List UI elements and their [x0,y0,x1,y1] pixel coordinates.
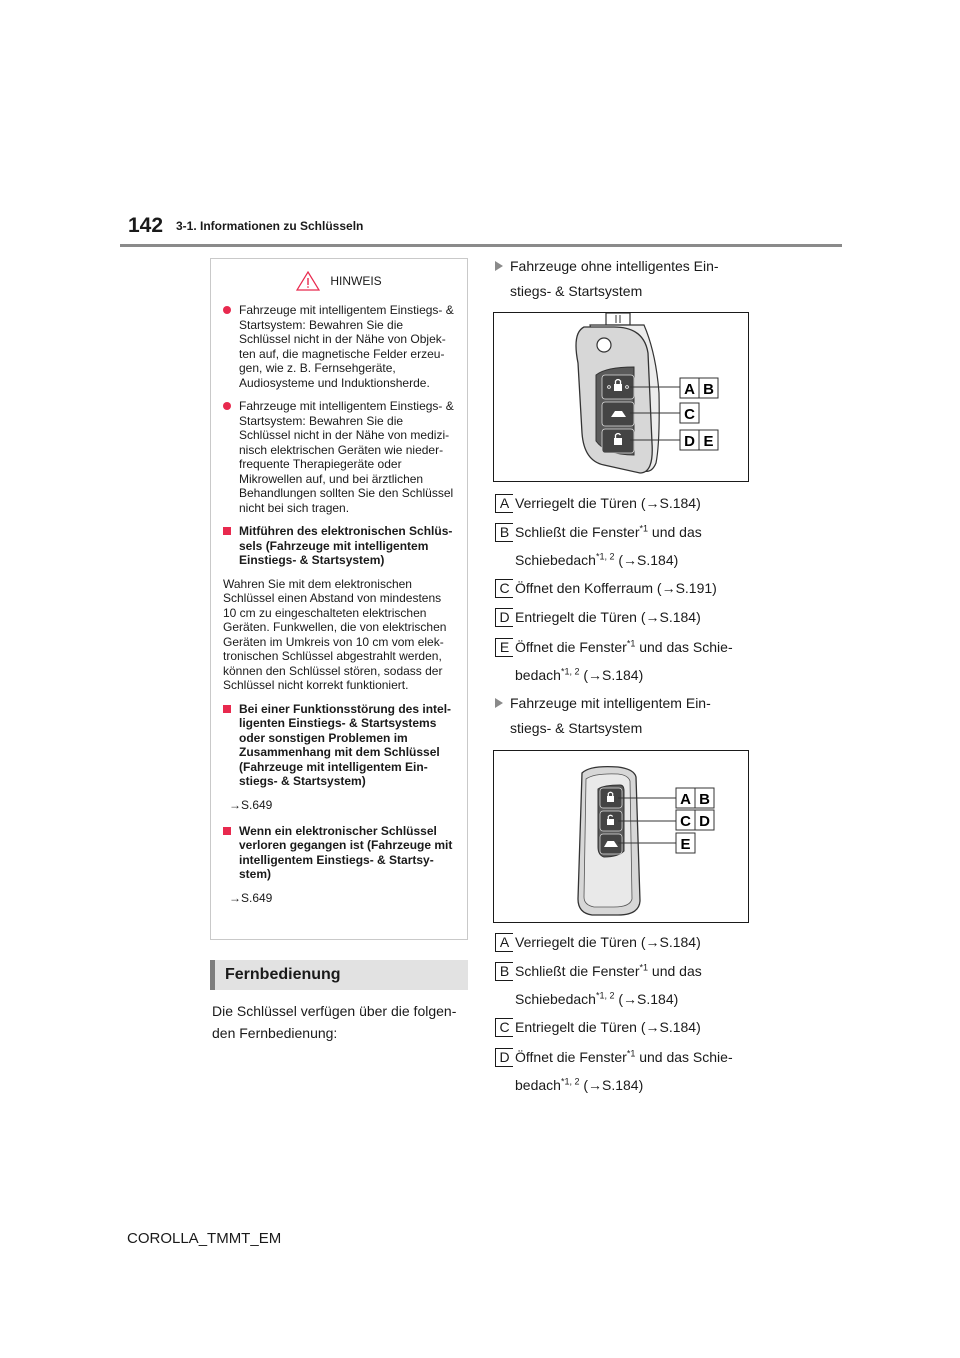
function-item [495,1014,755,1040]
item-label: D [495,1048,513,1067]
group2-heading-line: Fahrzeuge mit intelligentem Ein- [510,695,711,711]
hinweis-subheading [223,702,455,789]
item-label: B [495,962,513,981]
item-label: C [495,1018,513,1037]
callout-label: A [684,381,695,398]
hinweis-subheading-text: Mitführen des elektronischen Schlüs- sels (Fahrzeuge mit intelligentem Einstiegs- & Startsystem) [239,524,453,567]
bullet-square-icon [223,705,231,713]
function-item [495,519,755,573]
hinweis-bullet-text: Fahrzeuge mit intelligentem Einstiegs- & Startsystem: Bewahren Sie die Schlüssel nicht in der Nähe von Objek- ten auf, die magnetische Felder erzeu- gen, wie z. B. Fernsehgeräte, Audiosysteme und Induktionsherde. [239,303,454,390]
function-item [495,634,755,688]
item-text: bedach$^{*1, 2}$ (→S.184) [515,1076,644,1093]
hinweis-header [223,259,455,303]
header-rule [120,244,842,247]
item-text: Verriegelt die Türen (→S.184) [515,495,701,511]
callout-label: C [680,813,691,830]
callout-label: D [699,813,710,830]
item-label: B [495,523,513,542]
item-text: bedach$^{*1, 2}$ (→S.184) [515,666,644,683]
hinweis-box [210,258,468,940]
hinweis-subheading-text: Wenn ein elektronischer Schlüssel verloren gegangen ist (Fahrzeuge mit intelligentem Einstiegs- & Startsy- stem) [239,823,453,881]
item-text: Entriegelt die Türen (→S.184) [515,609,701,625]
figure-flip-key [493,312,749,482]
hinweis-subheading-text: Bei einer Funktionsstörung des intel- ligenten Einstiegs- & Startsystems oder sonstigen Problemen im Zusammenhang mit dem Schlüssel (Fahrzeuge mit intelligentem Ein- stiegs- & Startsystem) [239,701,452,788]
hinweis-title: HINWEIS [330,274,382,288]
bullet-square-icon [223,527,231,535]
item-label: A [495,933,513,952]
page-reference-link[interactable]: →S.649 [229,797,273,812]
item-label: A [495,494,513,513]
warning-icon [296,271,320,291]
callout-label: E [703,433,714,450]
footer-model-code: COROLLA_TMMT_EM [127,1230,282,1247]
flip-key-illustration [494,313,748,481]
item-text: Schließt die Fenster$^{*1}$ und das [515,523,702,540]
item-text: Entriegelt die Türen (→S.184) [515,1019,701,1035]
callout-label: A [680,791,691,808]
callout-label: B [703,381,714,398]
group1-heading [495,254,755,304]
callout-label: C [684,406,695,423]
item-text: Verriegelt die Türen (→S.184) [515,934,701,950]
intro-paragraph: Die Schlüssel verfügen über die folgen- den Fernbedienung: [212,1003,457,1041]
figure-smart-key [493,750,749,923]
section-heading-fernbedienung: Fernbedienung [210,960,468,990]
callout-label: D [684,433,695,450]
function-item [495,929,755,955]
group2-heading-line: stiegs- & Startsystem [510,720,643,736]
item-text: Öffnet die Fenster$^{*1}$ und das Schie- [515,638,733,655]
triangle-bullet-icon [495,698,503,708]
group1-heading-line: stiegs- & Startsystem [510,283,643,299]
page-reference-link[interactable]: →S.649 [229,890,273,905]
bullet-dot-icon [223,306,231,314]
function-item [495,1044,755,1098]
hinweis-bullet-text: Fahrzeuge mit intelligentem Einstiegs- & Startsystem: Bewahren Sie die Schlüssel nicht in der Nähe von medizi- nisch elektrischen Geräten wie nieder- frequente Therapiegeräte oder Mikrowellen auf, und bei ärztlichen Behandlungen sollten Sie den Schlüssel nicht bei sich tragen. [239,399,454,515]
item-text: Öffnet den Kofferraum (→S.191) [515,580,717,596]
hinweis-subheading [223,524,455,568]
function-item [495,958,755,1012]
hinweis-bullet [223,399,455,515]
item-text: Öffnet die Fenster$^{*1}$ und das Schie- [515,1048,733,1065]
bullet-dot-icon [223,402,231,410]
page-number: 142 [128,214,164,237]
item-label: C [495,579,513,598]
group2-heading [495,691,755,741]
item-label: D [495,608,513,627]
smart-key-illustration [494,751,748,922]
hinweis-subheading [223,824,455,882]
function-item [495,604,755,630]
section-title: 3-1. Informationen zu Schlüsseln [176,219,364,233]
item-text: Schließt die Fenster$^{*1}$ und das [515,962,702,979]
triangle-bullet-icon [495,261,503,271]
function-item [495,490,755,516]
callout-label: B [699,791,710,808]
item-text: Schiebedach$^{*1, 2}$ (→S.184) [515,990,679,1007]
group1-heading-line: Fahrzeuge ohne intelligentes Ein- [510,258,719,274]
item-text: Schiebedach$^{*1, 2}$ (→S.184) [515,551,679,568]
function-item [495,575,755,601]
callout-label: E [680,836,691,853]
item-label: E [495,638,513,657]
bullet-square-icon [223,827,231,835]
hinweis-paragraph: Wahren Sie mit dem elektronischen Schlüssel einen Abstand von mindestens 10 cm zu eingeschalteten elektrischen Geräten. Funkwellen, die von elektrischen Geräten im Umkreis von 10 cm vom elek- tronischen Schlüssel abgestrahlt werden, können den Schlüssel stören, sodass der Schlüssel nicht korrekt funktioniert. [223,576,447,692]
hinweis-bullet [223,303,455,390]
